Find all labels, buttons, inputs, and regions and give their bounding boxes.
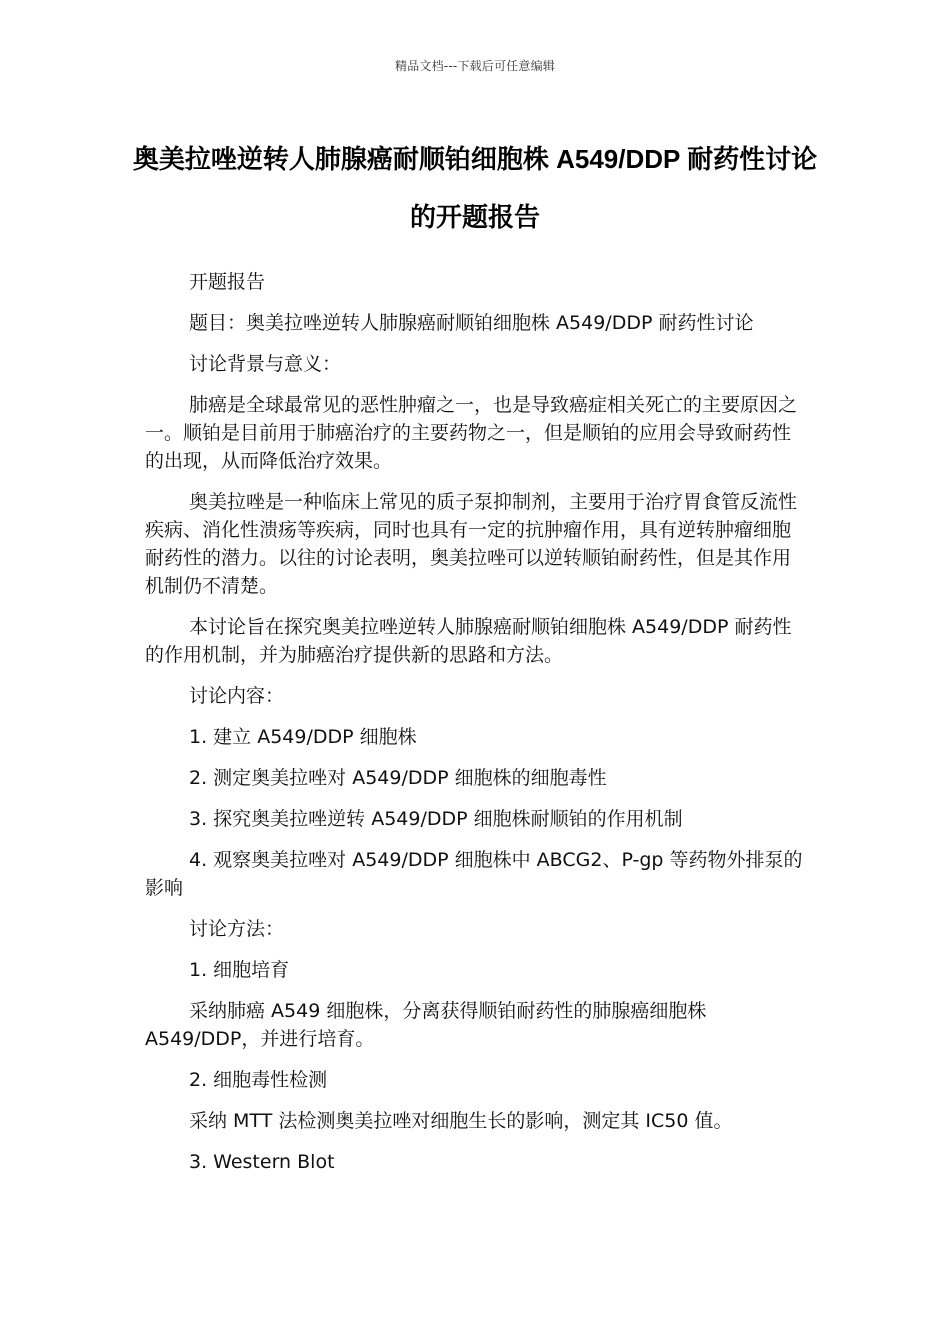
method-text-1: 采纳肺癌 A549 细胞株，分离获得顺铂耐药性的肺腺癌细胞株 A549/DDP，并进行培育。: [145, 1000, 707, 1050]
method-heading-2: 2. 细胞毒性检测: [189, 1069, 328, 1091]
document-title: 奥美拉唑逆转人肺腺癌耐顺铂细胞株 A549/DDP 耐药性讨论的开题报告: [132, 144, 818, 232]
paragraph-background-2: 奥美拉唑是一种临床上常见的质子泵抑制剂，主要用于治疗胃食管反流性疾病、消化性溃疡等疾病，同时也具有一定的抗肿瘤作用，具有逆转肿瘤细胞耐药性的潜力。以往的讨论表明，奥美拉唑可以逆转顺铂耐药性，但是其作用机制仍不清楚。: [145, 491, 798, 597]
content-item-4: 4. 观察奥美拉唑对 A549/DDP 细胞株中 ABCG2、P-gp 等药物外排泵的影响: [145, 849, 803, 899]
paragraph-background-3: 本讨论旨在探究奥美拉唑逆转人肺腺癌耐顺铂细胞株 A549/DDP 耐药性的作用机制，并为肺癌治疗提供新的思路和方法。: [145, 616, 792, 666]
content-item-2: 2. 测定奥美拉唑对 A549/DDP 细胞株的细胞毒性: [189, 767, 607, 789]
method-heading-1: 1. 细胞培育: [189, 959, 290, 981]
method-heading-3: 3. Western Blot: [189, 1151, 335, 1173]
section-heading-content: 讨论内容：: [189, 685, 285, 707]
header-note: 精品文档---下载后可任意编辑: [395, 59, 555, 73]
paragraph-report-label: 开题报告: [189, 271, 266, 293]
paragraph-topic: 题目：奥美拉唑逆转人肺腺癌耐顺铂细胞株 A549/DDP 耐药性讨论: [189, 312, 754, 334]
content-item-1: 1. 建立 A549/DDP 细胞株: [189, 726, 417, 748]
document-body: [145, 268, 805, 1189]
method-text-2: 采纳 MTT 法检测奥美拉唑对细胞生长的影响，测定其 IC50 值。: [189, 1110, 733, 1132]
content-item-3: 3. 探究奥美拉唑逆转 A549/DDP 细胞株耐顺铂的作用机制: [189, 808, 683, 830]
section-heading-background: 讨论背景与意义：: [189, 353, 342, 375]
paragraph-background-1: 肺癌是全球最常见的恶性肿瘤之一，也是导致癌症相关死亡的主要原因之一。顺铂是目前用于肺癌治疗的主要药物之一，但是顺铂的应用会导致耐药性的出现，从而降低治疗效果。: [145, 394, 798, 472]
section-heading-methods: 讨论方法：: [189, 918, 285, 940]
